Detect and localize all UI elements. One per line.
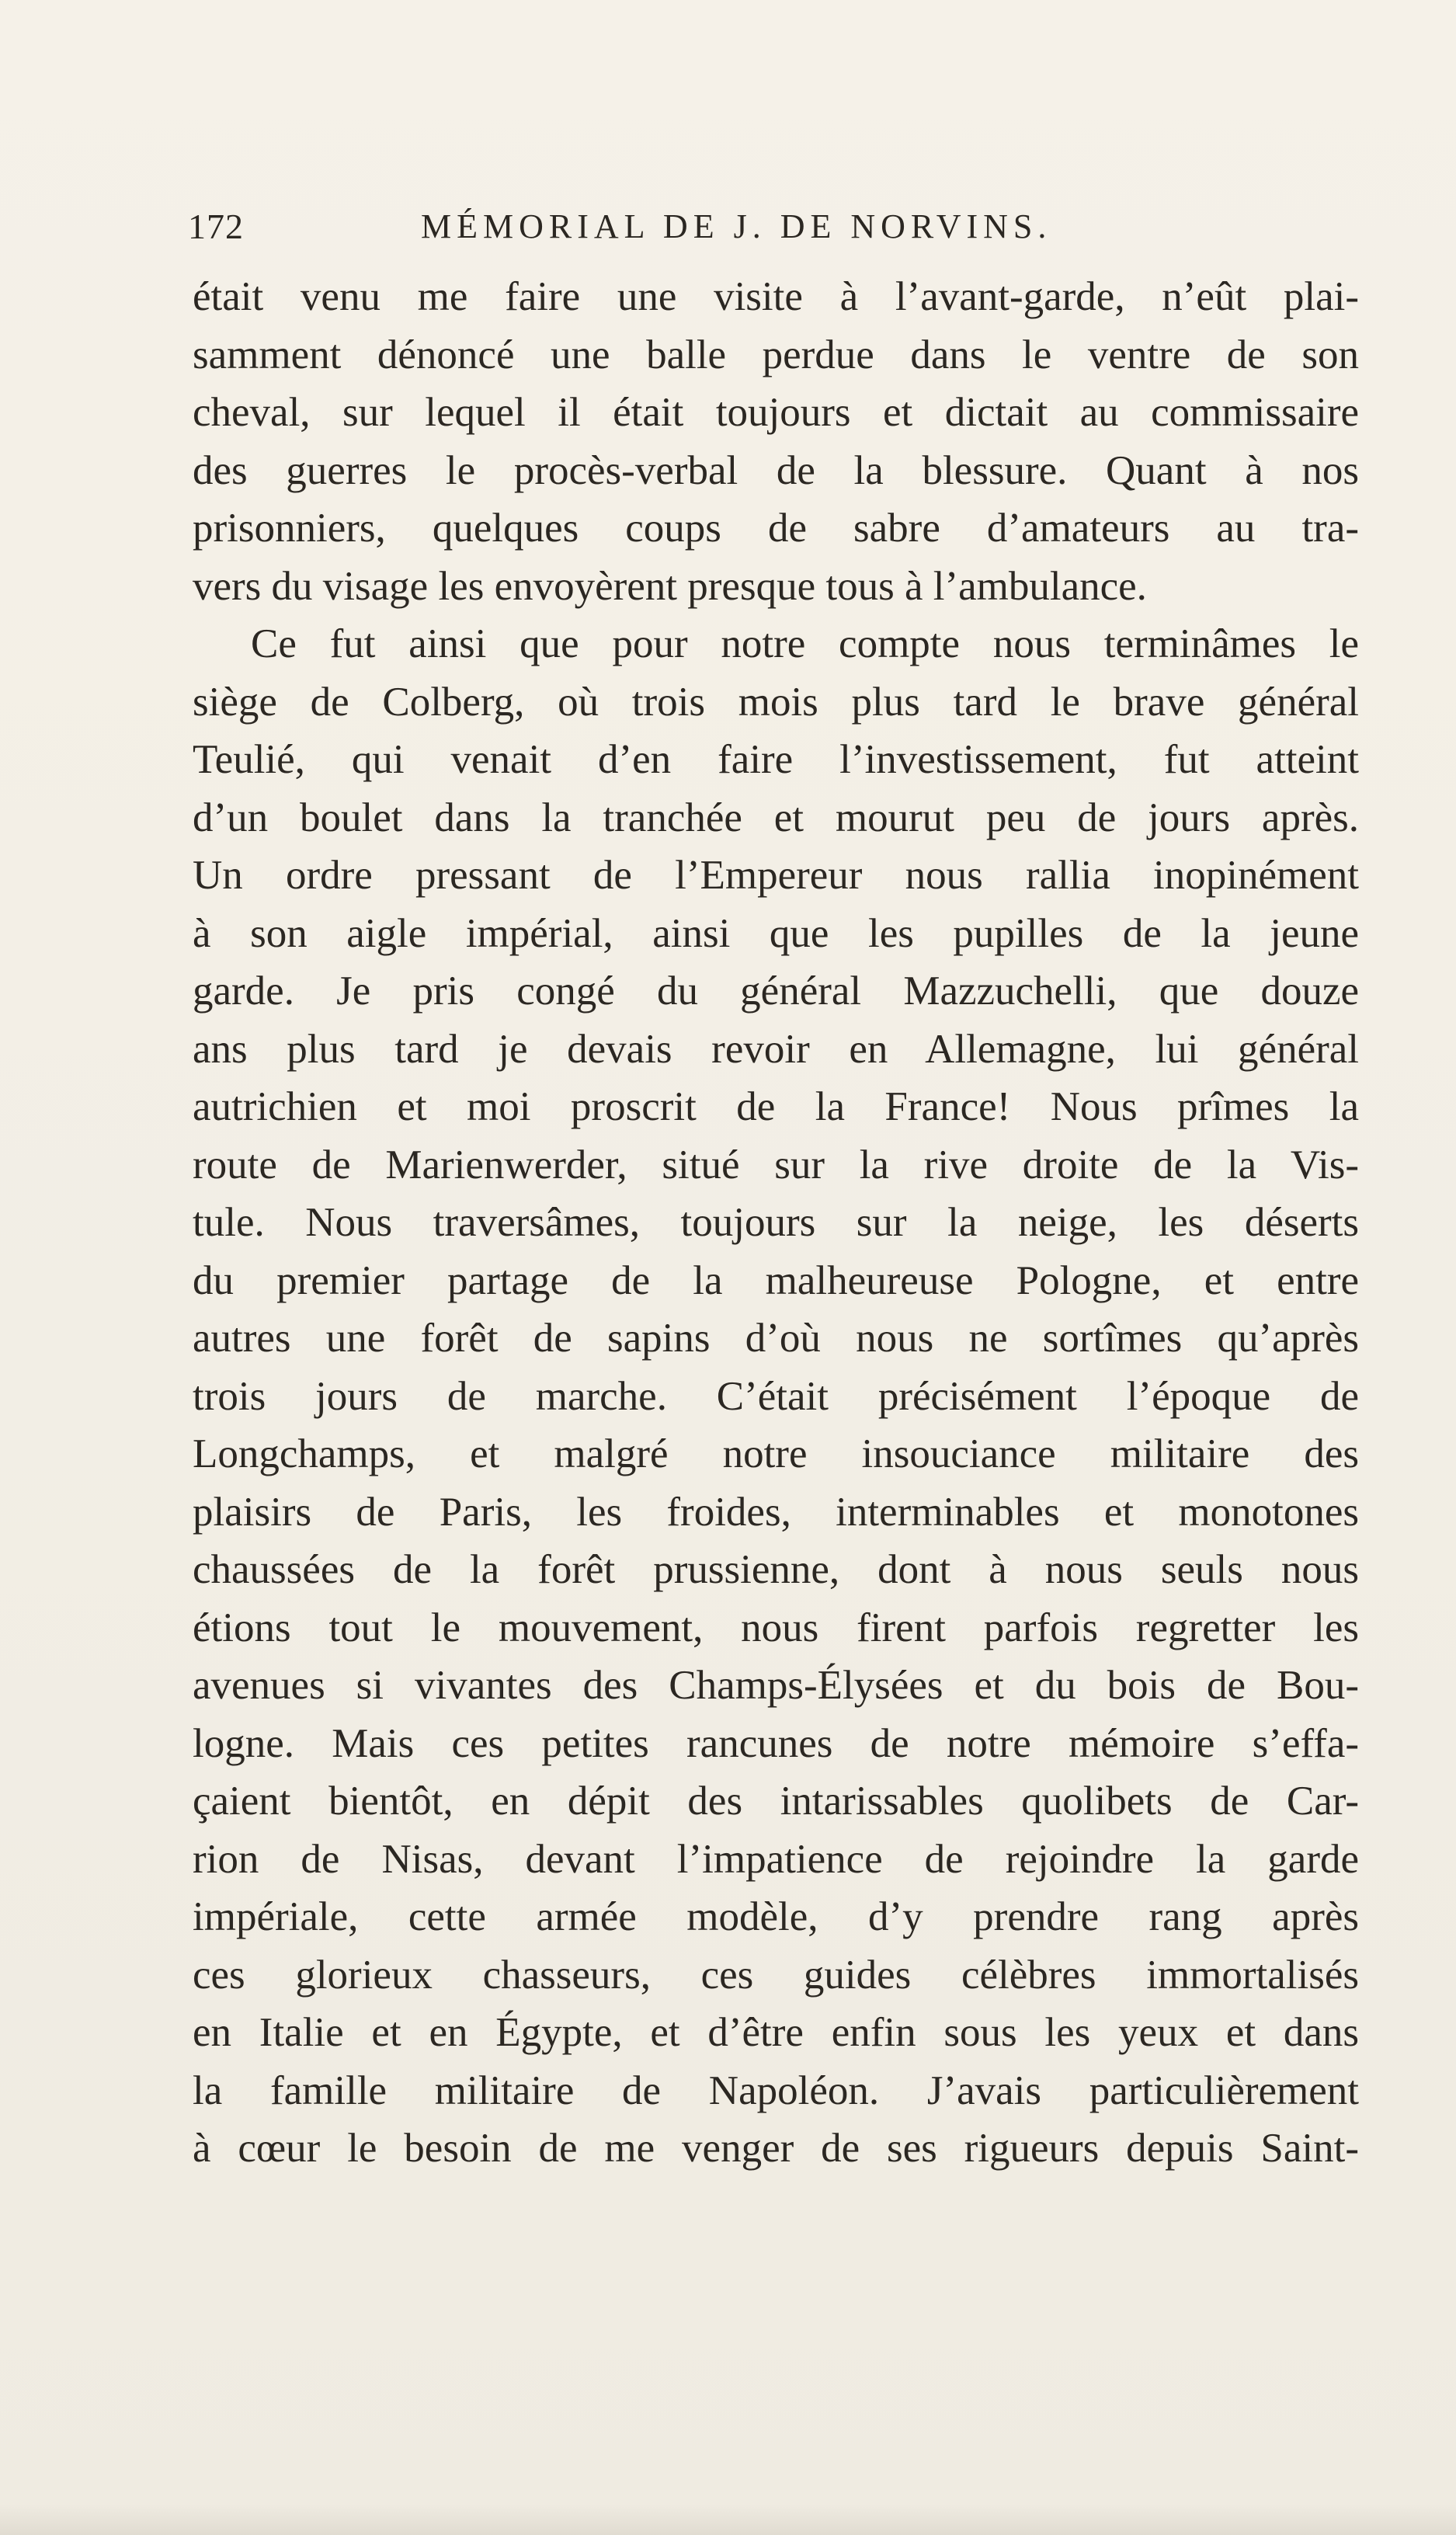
text-line: samment dénoncé une balle perdue dans le ventre de son bbox=[193, 332, 1359, 377]
text-line: autres une forêt de sapins d’où nous ne sortîmes qu’après bbox=[193, 1316, 1359, 1361]
text-line: Teulié, qui venait d’en faire l’investissement, fut atteint bbox=[193, 737, 1359, 782]
text-line: siège de Colberg, où trois mois plus tard le brave général bbox=[193, 679, 1359, 725]
text-line: tule. Nous traversâmes, toujours sur la neige, les déserts bbox=[193, 1200, 1359, 1245]
text-line: plaisirs de Paris, les froides, interminables et monotones bbox=[193, 1489, 1359, 1535]
text-line: chaussées de la forêt prussienne, dont à nous seuls nous bbox=[193, 1547, 1359, 1592]
text-line: rion de Nisas, devant l’impatience de rejoindre la garde bbox=[193, 1836, 1359, 1882]
text-line: Un ordre pressant de l’Empereur nous rallia inopinément bbox=[193, 853, 1359, 898]
text-line: du premier partage de la malheureuse Pologne, et entre bbox=[193, 1257, 1359, 1303]
text-line: garde. Je pris congé du général Mazzuchelli, que douze bbox=[193, 968, 1359, 1014]
text-line: en Italie et en Égypte, et d’être enfin sous les yeux et dans bbox=[193, 2010, 1359, 2055]
text-line: route de Marienwerder, situé sur la rive droite de la Vis- bbox=[193, 1142, 1359, 1188]
text-line: Ce fut ainsi que pour notre compte nous terminâmes le bbox=[251, 621, 1359, 666]
text-line: autrichien et moi proscrit de la France! Nous prîmes la bbox=[193, 1084, 1359, 1129]
text-line: étions tout le mouvement, nous firent parfois regretter les bbox=[193, 1605, 1359, 1650]
text-line: d’un boulet dans la tranchée et mourut peu de jours après. bbox=[193, 795, 1359, 840]
text-line: à cœur le besoin de me venger de ses rigueurs depuis Saint- bbox=[193, 2126, 1359, 2171]
text-line: çaient bientôt, en dépit des intarissables quolibets de Car- bbox=[193, 1779, 1359, 1824]
text-line: trois jours de marche. C’était précisément l’époque de bbox=[193, 1373, 1359, 1419]
body-text bbox=[193, 268, 1359, 2178]
text-line: la famille militaire de Napoléon. J’avais particulièrement bbox=[193, 2067, 1359, 2113]
scan-edge-shadow bbox=[0, 2504, 1456, 2535]
text-line: vers du visage les envoyèrent presque tous à l’ambulance. bbox=[193, 563, 1147, 609]
text-line: cheval, sur lequel il était toujours et dictait au commissaire bbox=[193, 390, 1359, 435]
text-line: impériale, cette armée modèle, d’y prendre rang après bbox=[193, 1894, 1359, 1939]
text-line: à son aigle impérial, ainsi que les pupilles de la jeune bbox=[193, 910, 1359, 956]
text-line: prisonniers, quelques coups de sabre d’amateurs au tra- bbox=[193, 506, 1359, 551]
running-title: MÉMORIAL DE J. DE NORVINS. bbox=[421, 207, 1052, 245]
text-line: Longchamps, et malgré notre insouciance militaire des bbox=[193, 1431, 1359, 1476]
page-number: 172 bbox=[188, 207, 244, 246]
text-line: avenues si vivantes des Champs-Élysées et du bois de Bou- bbox=[193, 1663, 1359, 1708]
running-head bbox=[188, 200, 1219, 256]
text-line: des guerres le procès-verbal de la blessure. Quant à nos bbox=[193, 447, 1359, 493]
text-line: ces glorieux chasseurs, ces guides célèbres immortalisés bbox=[193, 1952, 1359, 1998]
text-line: ans plus tard je devais revoir en Allemagne, lui général bbox=[193, 1026, 1359, 1072]
text-line: logne. Mais ces petites rancunes de notre mémoire s’effa- bbox=[193, 1720, 1359, 1766]
text-line: était venu me faire une visite à l’avant-garde, n’eût plai- bbox=[193, 274, 1359, 319]
